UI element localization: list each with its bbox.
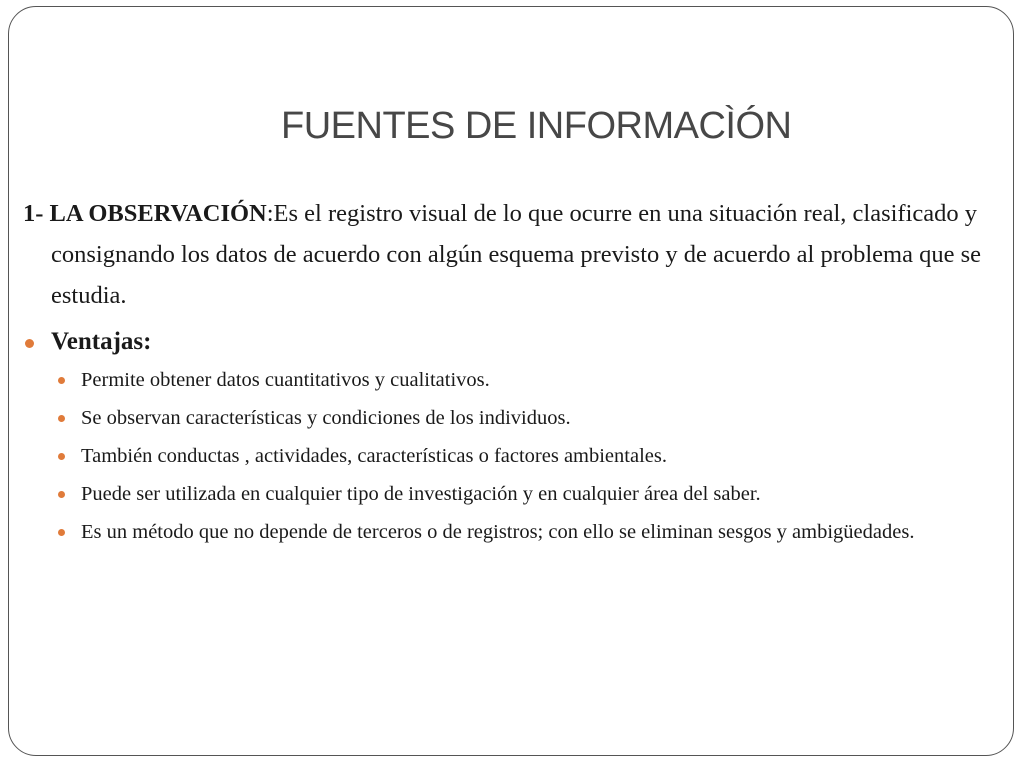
list-item	[23, 478, 1013, 511]
intro-paragraph	[23, 193, 1013, 316]
slide-title: FUENTES DE INFORMACÌÓN	[281, 105, 792, 147]
intro-text: :Es el registro visual de lo que ocurre en una situación real, clasificado y consignando los datos de acuerdo con algún esquema previsto y de acuerdo al problema que se estudia.	[51, 200, 982, 309]
list-item-text: Puede ser utilizada en cualquier tipo de investigación y en cualquier área del saber.	[81, 483, 761, 505]
list-item	[23, 402, 1013, 435]
list-item-text: También conductas , actividades, características o factores ambientales.	[81, 445, 667, 467]
section-heading: Ventajas:	[51, 328, 152, 355]
intro-lead: 1- LA OBSERVACIÓN	[23, 200, 267, 227]
bullet-dot-icon	[58, 377, 65, 384]
list-item-text: Permite obtener datos cuantitativos y cualitativos.	[81, 369, 490, 391]
slide-content	[23, 193, 1013, 553]
bullet-dot-icon	[58, 491, 65, 498]
list-item	[23, 440, 1013, 473]
list-item	[23, 364, 1013, 397]
bullet-dot-icon	[58, 415, 65, 422]
slide-frame	[8, 6, 1014, 756]
list-item	[23, 516, 1013, 548]
bullet-dot-icon	[58, 529, 65, 536]
list-item-text: Es un método que no depende de terceros o de registros; con ello se eliminan sesgos y ambigüedades.	[81, 521, 915, 543]
advantages-list	[23, 364, 1013, 548]
list-item-text: Se observan características y condiciones de los individuos.	[81, 407, 571, 429]
bullet-dot-icon	[25, 339, 34, 348]
section-heading-item	[23, 324, 1013, 360]
bullet-dot-icon	[58, 453, 65, 460]
